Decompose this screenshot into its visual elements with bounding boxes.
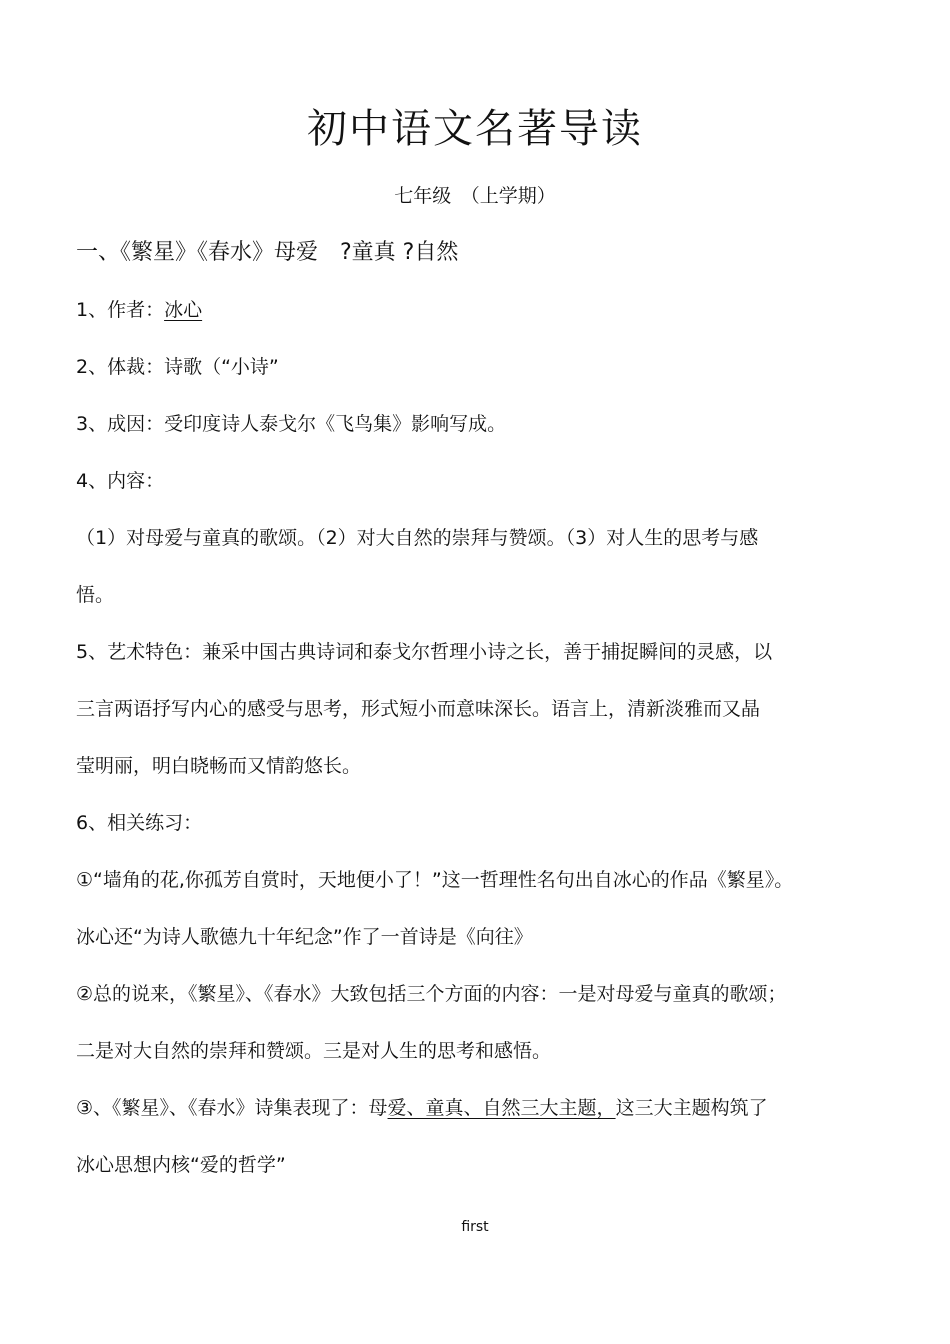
item-author-label: 1、作者： <box>76 299 165 321</box>
content-line-2: 悟。 <box>76 584 115 606</box>
section-heading: 一、《繁星》《春水》母爱 ?童真 ?自然 <box>76 240 459 265</box>
art-features-line-2: 三言两语抒写内心的感受与思考，形式短小而意味深长。语言上，清新淡雅而又晶 <box>76 698 761 720</box>
exercise-2-line-2: 二是对大自然的崇拜和赞颂。三是对人生的思考和感悟。 <box>76 1040 552 1062</box>
document-title: 初中语文名著导读 <box>307 106 643 152</box>
item-genre: 2、体裁：诗歌（“小诗” <box>76 356 279 378</box>
item-author-value: 冰心 <box>164 299 203 321</box>
exercise-3-line-1 <box>76 1094 768 1122</box>
exercise-3-prefix: ③、《繁星》、《春水》诗集表现了：母 <box>76 1097 388 1119</box>
content-line-1: （1）对母爱与童真的歌颂。（2）对大自然的崇拜与赞颂。（3）对人生的思考与感 <box>76 527 759 549</box>
item-author <box>76 296 202 324</box>
item-origin: 3、成因：受印度诗人泰戈尔《飞鸟集》影响写成。 <box>76 413 507 435</box>
exercise-3-suffix: 这三大主题构筑了 <box>615 1097 768 1119</box>
exercise-1-line-2: 冰心还“为诗人歌德九十年纪念”作了一首诗是《向往》 <box>76 926 533 948</box>
page-footer: first <box>461 1219 489 1235</box>
art-features-line-3: 莹明丽，明白晓畅而又情韵悠长。 <box>76 755 362 777</box>
art-features-line-1: 5、艺术特色：兼采中国古典诗词和泰戈尔哲理小诗之长，善于捕捉瞬间的灵感，以 <box>76 641 773 663</box>
exercise-1-line-1: ①“墙角的花,你孤芳自赏时，天地便小了！”这一哲理性名句出自冰心的作品《繁星》。 <box>76 869 794 891</box>
exercise-3-underlined: 爱、童真、自然三大主题， <box>387 1097 616 1119</box>
document-subtitle: 七年级 （上学期） <box>394 185 556 207</box>
exercise-2-line-1: ②总的说来，《繁星》、《春水》大致包括三个方面的内容：一是对母爱与童真的歌颂； <box>76 983 787 1005</box>
exercises-heading: 6、相关练习： <box>76 812 203 834</box>
item-content-heading: 4、内容： <box>76 470 165 492</box>
exercise-3-line-2: 冰心思想内核“爱的哲学” <box>76 1154 286 1176</box>
